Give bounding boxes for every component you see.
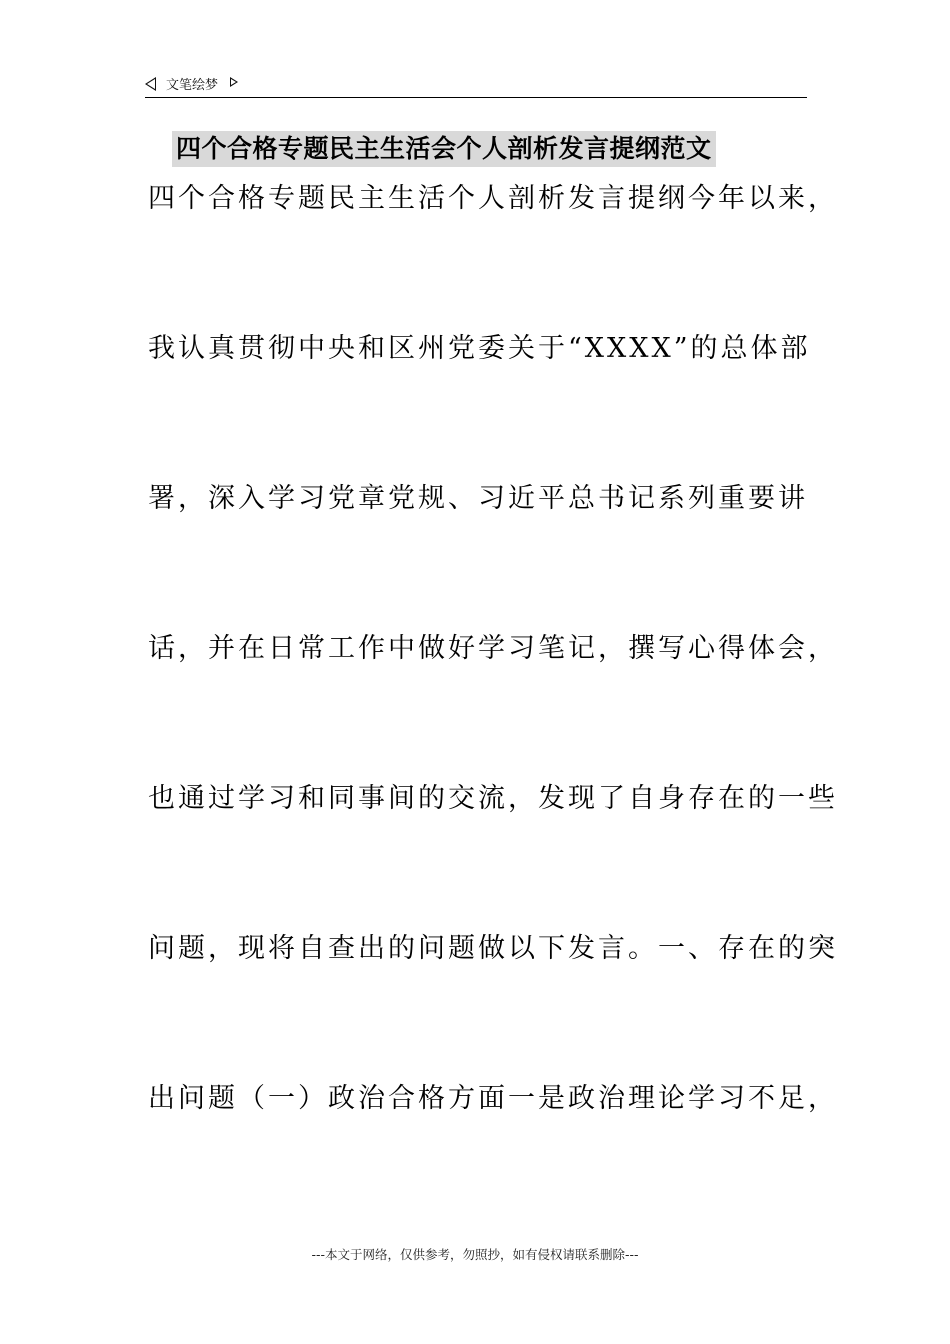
body-line: 也通过学习和同事间的交流，发现了自身存在的一些	[148, 783, 838, 814]
body-line: 署，深入学习党章党规、习近平总书记系列重要讲	[148, 483, 808, 514]
body-line: 我认真贯彻中央和区州党委关于“XXXX”的总体部	[148, 333, 811, 364]
header-brand: 文笔绘梦	[166, 78, 219, 93]
body-line: 问题，现将自查出的问题做以下发言。一、存在的突	[148, 933, 838, 964]
body-line: 四个合格专题民主生活个人剖析发言提纲今年以来，	[148, 183, 838, 214]
page-header	[145, 74, 238, 93]
footer-notice: ---本文于网络，仅供参考，勿照抄，如有侵权请联系删除---	[311, 1247, 639, 1262]
document-title: 四个合格专题民主生活会个人剖析发言提纲范文	[172, 131, 716, 167]
triangle-right-icon	[230, 77, 238, 87]
triangle-left-icon	[145, 77, 156, 91]
header-divider	[145, 97, 807, 98]
body-line: 话，并在日常工作中做好学习笔记，撰写心得体会，	[148, 633, 838, 664]
body-line: 出问题（一）政治合格方面一是政治理论学习不足，	[148, 1083, 838, 1114]
